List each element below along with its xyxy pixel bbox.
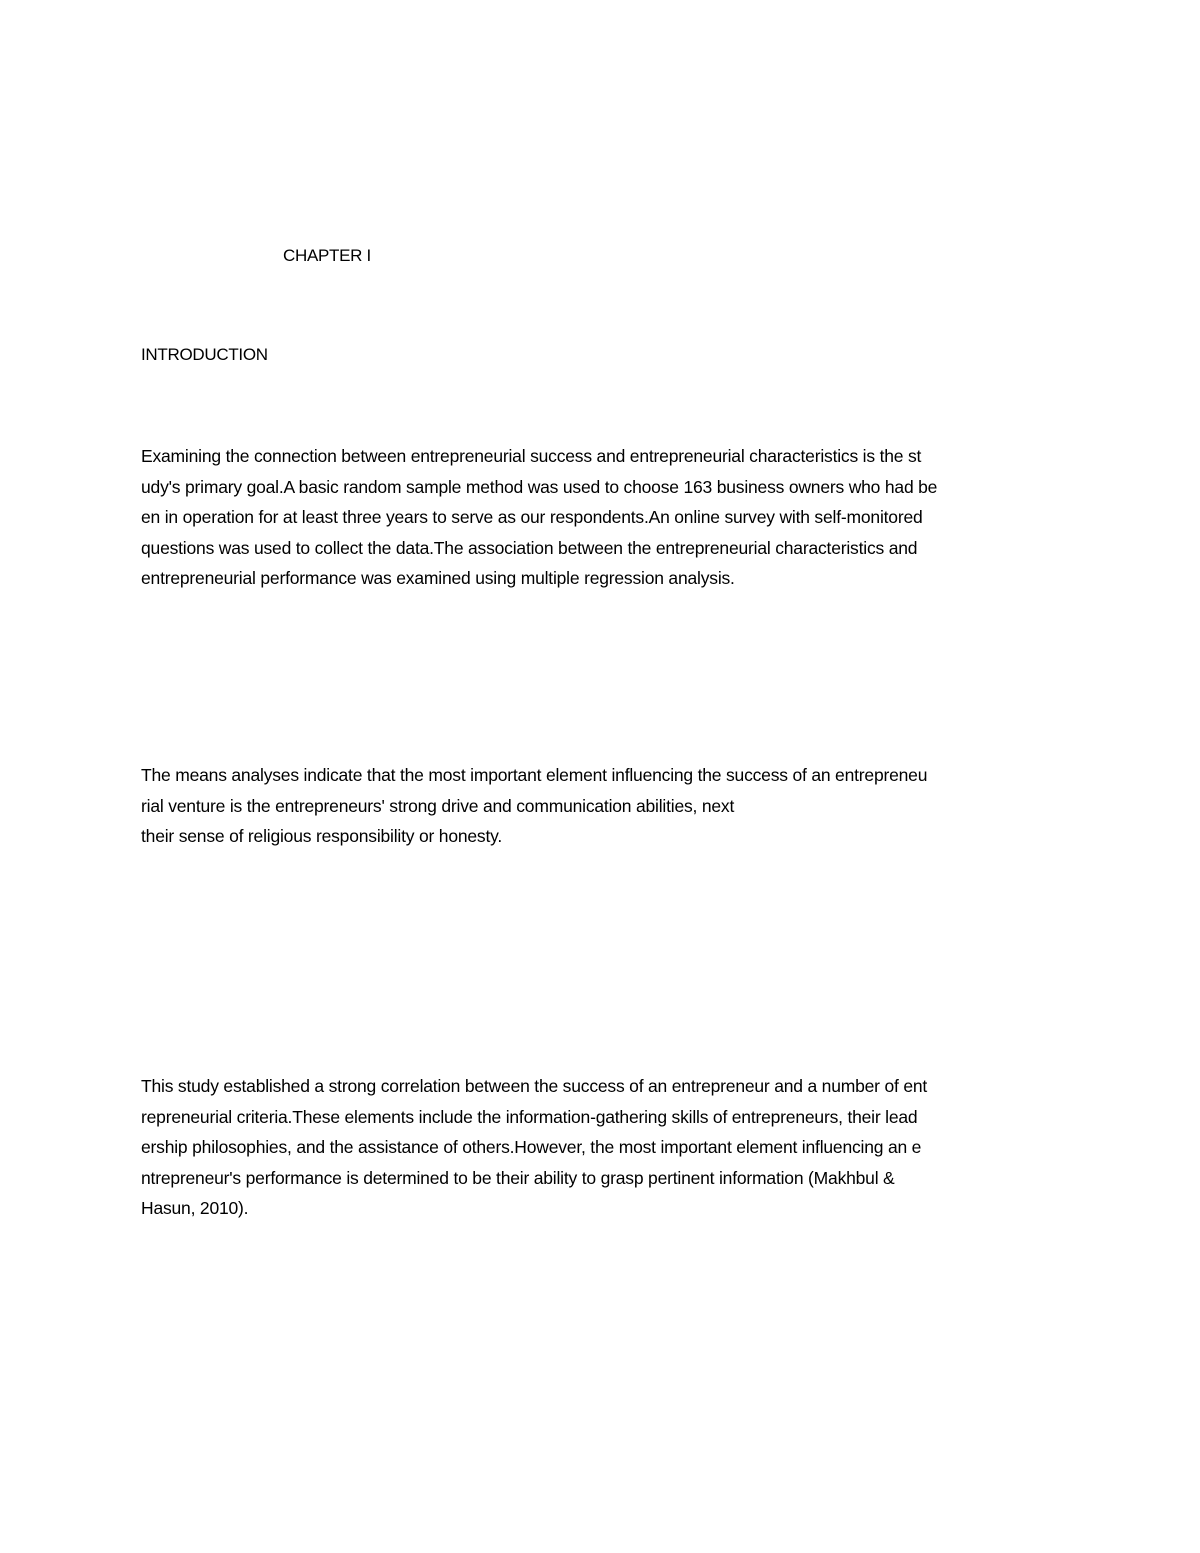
chapter-heading: CHAPTER I <box>283 246 371 265</box>
paragraph-line: en in operation for at least three years to serve as our respondents.An online survey with self-monitored <box>141 507 923 527</box>
paragraph-line: ntrepreneur's performance is determined to be their ability to grasp pertinent information (Makhbul & <box>141 1167 895 1188</box>
paragraph-means-analyses <box>141 760 927 852</box>
paragraph-line: questions was used to collect the data.The association between the entrepreneurial characteristics and <box>141 537 918 558</box>
paragraph-line: their sense of religious responsibility or honesty. <box>141 826 503 846</box>
paragraph-line: repreneurial criteria.These elements include the information-gathering skills of entrepreneurs, their lead <box>141 1106 918 1127</box>
paragraph-correlation <box>141 1071 927 1224</box>
paragraph-line: The means analyses indicate that the most important element influencing the success of an entrepreneu <box>141 765 928 785</box>
paragraph-line: Hasun, 2010). <box>141 1198 249 1218</box>
section-heading: INTRODUCTION <box>141 345 268 364</box>
paragraph-line: Examining the connection between entrepreneurial success and entrepreneurial characteristics is the st <box>141 446 922 466</box>
paragraph-line: udy's primary goal.A basic random sample method was used to choose 163 business owners who had be <box>141 476 938 497</box>
paragraph-line: ership philosophies, and the assistance of others.However, the most important element influencing an e <box>141 1137 922 1157</box>
paragraph-study-goal <box>141 441 937 594</box>
paragraph-line: entrepreneurial performance was examined using multiple regression analysis. <box>141 568 735 588</box>
paragraph-line: This study established a strong correlation between the success of an entrepreneur and a number of ent <box>141 1076 928 1096</box>
paragraph-line: rial venture is the entrepreneurs' strong drive and communication abilities, next <box>141 795 735 816</box>
